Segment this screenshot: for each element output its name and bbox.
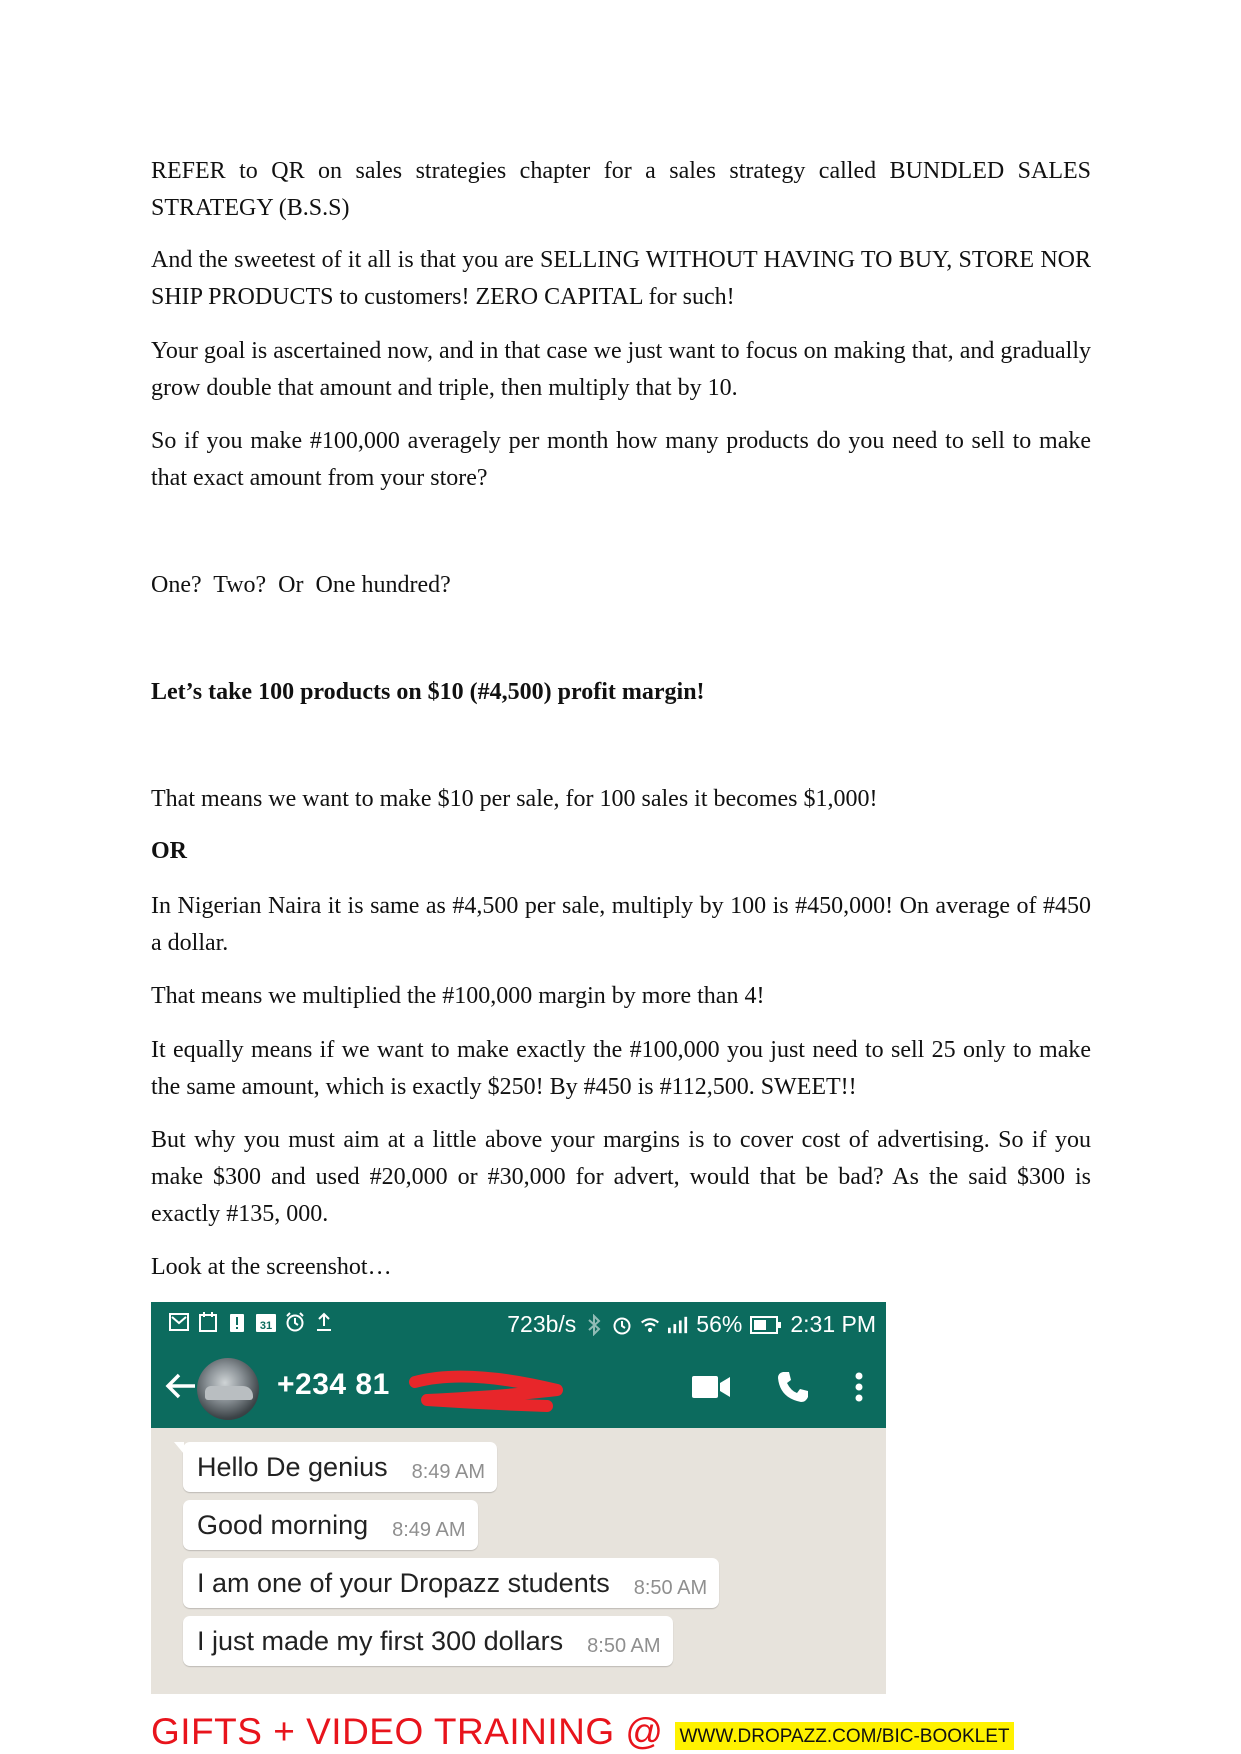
message-text: I am one of your Dropazz students — [197, 1567, 610, 1598]
network-speed: 723b/s — [507, 1311, 577, 1337]
alert-icon — [227, 1311, 247, 1333]
footer-banner — [151, 1710, 1014, 1754]
calendar-31-icon — [256, 1311, 276, 1333]
paragraph-look-screenshot: Look at the screenshot… — [151, 1254, 392, 1280]
bluetooth-icon — [584, 1314, 604, 1336]
message-time: 8:50 AM — [587, 1634, 661, 1657]
upload-icon — [314, 1311, 334, 1333]
avatar[interactable] — [197, 1358, 259, 1420]
message-bubble[interactable] — [183, 1442, 497, 1492]
status-bar — [151, 1302, 886, 1346]
message-text: I just made my first 300 dollars — [197, 1625, 564, 1656]
paragraph-zero-capital: And the sweetest of it all is that you are SELLING WITHOUT HAVING TO BUY, STORE NOR SHIP PRODUCTS to customers! ZERO CAPITAL for such! — [151, 247, 1091, 310]
message-text: Hello De genius — [197, 1451, 388, 1482]
message-text: Good morning — [197, 1509, 369, 1540]
paragraph-heading-margin: Let’s take 100 products on $10 (#4,500) profit margin! — [151, 679, 705, 705]
alarm-icon — [612, 1314, 632, 1336]
paragraph-naira: In Nigerian Naira it is same as #4,500 per sale, multiply by 100 is #450,000! On average of #450 a dollar. — [151, 893, 1091, 956]
notification-icons — [169, 1311, 334, 1333]
paragraph-per-sale: That means we want to make $10 per sale, for 100 sales it becomes $1,000! — [151, 786, 878, 812]
message-bubble[interactable] — [183, 1500, 478, 1550]
wifi-icon — [640, 1314, 660, 1336]
redaction-scribble — [407, 1360, 567, 1416]
paragraph-options: One? Two? Or One hundred? — [151, 572, 451, 598]
signal-icon — [668, 1314, 688, 1336]
gmail-icon — [169, 1311, 189, 1333]
message-bubble[interactable] — [183, 1616, 673, 1666]
message-time: 8:49 AM — [392, 1518, 466, 1541]
paragraph-or: OR — [151, 838, 187, 864]
paragraph-bss-reference: REFER to QR on sales strategies chapter for a sales strategy called BUNDLED SALES STRATEGY (B.S.S) — [151, 158, 1091, 221]
alarm-icon — [285, 1311, 305, 1333]
more-icon[interactable] — [854, 1372, 864, 1407]
whatsapp-screenshot — [151, 1302, 886, 1694]
paragraph-advertising: But why you must aim at a little above your margins is to cover cost of advertising. So if you make $300 and used #20,000 or #30,000 for advert, would that be bad? As the said $300 is exactly #135, 000. — [151, 1127, 1091, 1227]
paragraph-question: So if you make #100,000 averagely per month how many products do you need to sell to make that exact amount from your store? — [151, 428, 1091, 491]
paragraph-sell-25: It equally means if we want to make exactly the #100,000 you just need to sell 25 only to make the same amount, which is exactly $250! By #450 is #112,500. SWEET!! — [151, 1037, 1091, 1100]
clock: 2:31 PM — [790, 1311, 876, 1337]
message-bubble[interactable] — [183, 1558, 719, 1608]
battery-percent: 56% — [696, 1311, 743, 1337]
footer-link[interactable]: WWW.DROPAZZ.COM/BIC-BOOKLET — [675, 1722, 1013, 1750]
chat-actions — [692, 1370, 864, 1409]
chat-thread — [151, 1428, 886, 1694]
status-right — [507, 1311, 876, 1338]
back-arrow-icon[interactable] — [163, 1368, 201, 1404]
contact-name[interactable]: +234 81 — [277, 1368, 390, 1401]
calendar-icon — [198, 1311, 218, 1333]
paragraph-multiplied: That means we multiplied the #100,000 margin by more than 4! — [151, 983, 765, 1009]
battery-icon — [750, 1314, 782, 1336]
message-time: 8:50 AM — [633, 1576, 708, 1599]
svg-text:31: 31 — [259, 1320, 273, 1332]
footer-label: GIFTS + VIDEO TRAINING @ — [151, 1711, 664, 1752]
phone-icon[interactable] — [776, 1370, 810, 1409]
video-call-icon[interactable] — [692, 1374, 732, 1405]
paragraph-goal: Your goal is ascertained now, and in that case we just want to focus on making that, and gradually grow double that amount and triple, then multiply that by 10. — [151, 338, 1091, 401]
chat-header — [151, 1346, 886, 1428]
message-time: 8:49 AM — [411, 1460, 485, 1483]
